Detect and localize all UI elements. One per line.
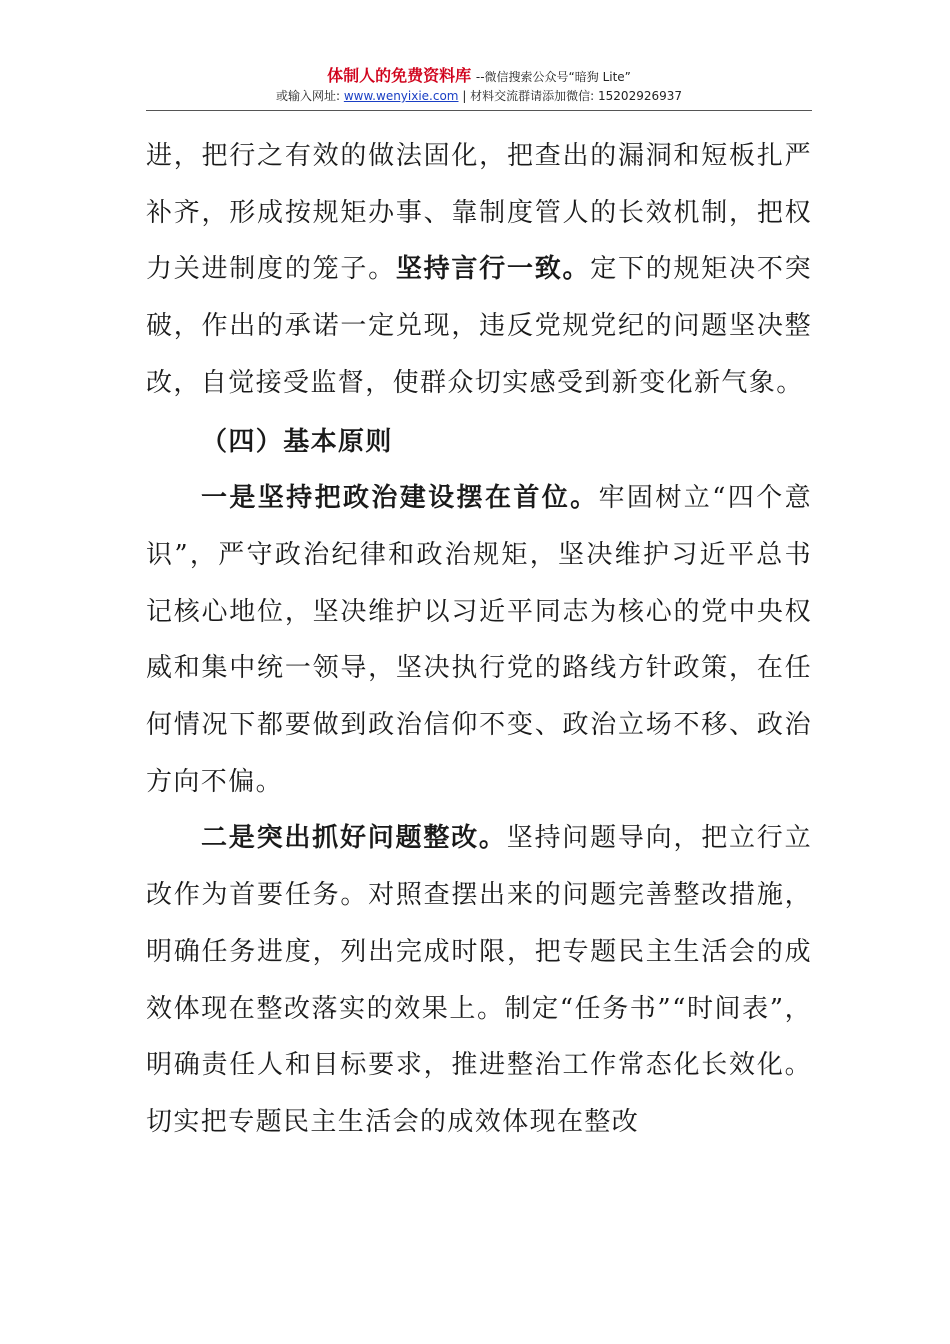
document-body xyxy=(146,128,812,1151)
header-title-line xyxy=(146,66,812,87)
section-heading: （四）基本原则 xyxy=(201,426,393,457)
paragraph-text: 坚持问题导向，把立行立改作为首要任务。对照查摆出来的问题完善整改措施，明确任务进度，列出完成时限，把专题民主生活会的成效体现在整改落实的效果上。制定“任务书”“时间表”，明确责任人和目标要求，推进整治工作常态化长效化。切实把专题民主生活会的成效体现在整改 xyxy=(146,823,813,1137)
paragraph-continued xyxy=(146,128,812,412)
paragraph-text: 牢固树立“四个意识”，严守政治纪律和政治规矩，坚决维护习近平总书记核心地位，坚决维护以习近平同志为核心的党中央权威和集中统一领导，坚决执行党的路线方针政策，在任何情况下都要做到政治信仰不变、政治立场不移、政治方向不偏。 xyxy=(146,483,812,797)
page-header xyxy=(146,66,812,105)
header-contact-line xyxy=(146,87,812,105)
brand-name: 体制人的免费资料库 xyxy=(327,66,472,85)
paragraph-principle-2 xyxy=(146,810,812,1150)
header-tagline: --微信搜索公众号“暗狗 Lite” xyxy=(475,70,631,84)
contact-suffix: | 材料交流群请添加微信: 15202926937 xyxy=(458,89,683,103)
url-prefix: 或输入网址: xyxy=(275,89,344,103)
paragraph-bold-lead: 坚持言行一致。 xyxy=(395,254,591,285)
paragraph-text: 进，把行之有效的做法固化，把查出的漏洞和短板扎严补齐，形成按规矩办事、靠制度管人的长效机制，把权力关进制度的笼子。 xyxy=(146,141,812,285)
header-divider xyxy=(146,110,812,111)
paragraph-principle-1 xyxy=(146,470,812,810)
website-link[interactable]: www.wenyixie.com xyxy=(343,89,459,103)
paragraph-bold-lead: 二是突出抓好问题整改。 xyxy=(201,823,507,854)
paragraph-text: 定下的规矩决不突破，作出的承诺一定兑现，违反党规党纪的问题坚决整改，自觉接受监督，使群众切实感受到新变化新气象。 xyxy=(146,254,812,398)
paragraph-bold-lead: 一是坚持把政治建设摆在首位。 xyxy=(201,483,599,514)
